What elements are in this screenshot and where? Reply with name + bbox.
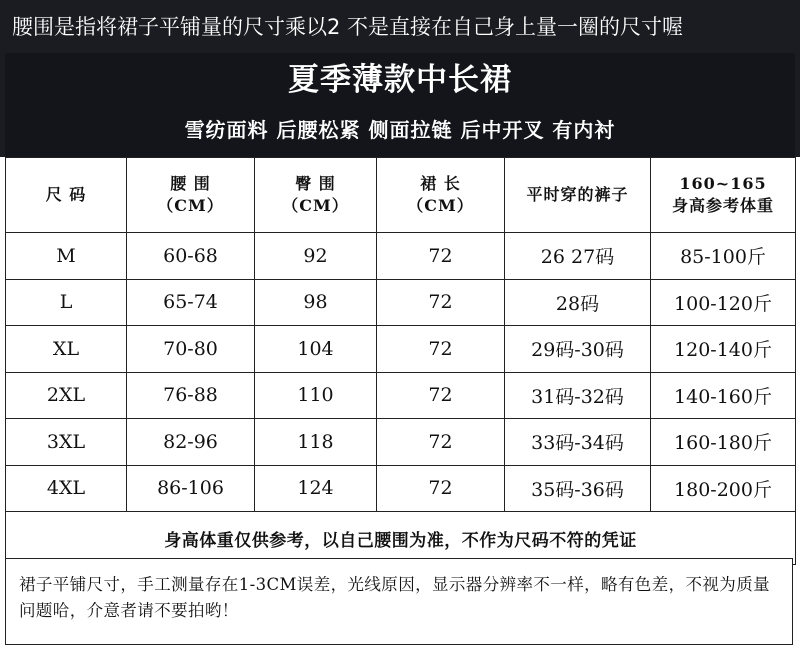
cell-waist: 82-96 — [127, 419, 255, 466]
reference-note: 身高体重仅供参考，以自己腰围为准，不作为尺码不符的凭证 — [6, 512, 796, 565]
header-skirt-length: 裙 长 （CM） — [377, 158, 505, 233]
cell-weight: 120-140斤 — [651, 326, 796, 373]
cell-hip: 92 — [255, 233, 377, 280]
cell-hip: 98 — [255, 279, 377, 326]
table-row — [6, 372, 796, 419]
waist-measurement-note: 腰围是指将裙子平铺量的尺寸乘以2 不是直接在自己身上量一圈的尺寸喔 — [12, 15, 684, 39]
header-size: 尺 码 — [6, 158, 127, 233]
cell-length: 72 — [377, 279, 505, 326]
table-row — [6, 233, 796, 280]
product-title: 夏季薄款中长裙 — [288, 62, 512, 98]
cell-pants: 35码-36码 — [505, 465, 651, 512]
cell-pants: 33码-34码 — [505, 419, 651, 466]
cell-size: 3XL — [6, 419, 127, 466]
cell-waist: 76-88 — [127, 372, 255, 419]
header-pants-size: 平时穿的裤子 — [505, 158, 651, 233]
table-row — [6, 419, 796, 466]
cell-weight: 100-120斤 — [651, 279, 796, 326]
table-row — [6, 279, 796, 326]
cell-size: M — [6, 233, 127, 280]
title-box — [5, 53, 795, 157]
reference-note-row — [6, 512, 796, 565]
cell-pants: 31码-32码 — [505, 372, 651, 419]
cell-pants: 29码-30码 — [505, 326, 651, 373]
cell-weight: 140-160斤 — [651, 372, 796, 419]
cell-hip: 118 — [255, 419, 377, 466]
cell-waist: 70-80 — [127, 326, 255, 373]
table-row — [6, 326, 796, 373]
cell-length: 72 — [377, 233, 505, 280]
header-weight-reference: 160~165 身高参考体重 — [651, 158, 796, 233]
cell-waist: 86-106 — [127, 465, 255, 512]
header-waist: 腰 围 （CM） — [127, 158, 255, 233]
cell-size: 4XL — [6, 465, 127, 512]
cell-pants: 26 27码 — [505, 233, 651, 280]
product-features: 雪纺面料 后腰松紧 侧面拉链 后中开叉 有内衬 — [184, 118, 616, 142]
cell-pants: 28码 — [505, 279, 651, 326]
cell-length: 72 — [377, 419, 505, 466]
cell-size: L — [6, 279, 127, 326]
cell-length: 72 — [377, 465, 505, 512]
cell-size: XL — [6, 326, 127, 373]
cell-weight: 160-180斤 — [651, 419, 796, 466]
cell-length: 72 — [377, 326, 505, 373]
cell-hip: 104 — [255, 326, 377, 373]
cell-hip: 110 — [255, 372, 377, 419]
disclaimer-box — [5, 558, 793, 645]
table-row — [6, 465, 796, 512]
disclaimer-text: 裙子平铺尺寸，手工测量存在1-3CM误差，光线原因，显示器分辨率不一样，略有色差，不视为质量问题哈，介意者请不要拍哟！ — [19, 575, 770, 620]
cell-hip: 124 — [255, 465, 377, 512]
header-banner — [0, 0, 800, 157]
cell-weight: 180-200斤 — [651, 465, 796, 512]
cell-waist: 65-74 — [127, 279, 255, 326]
header-hip: 臀 围 （CM） — [255, 158, 377, 233]
size-table — [5, 157, 796, 565]
cell-size: 2XL — [6, 372, 127, 419]
table-header-row — [6, 158, 796, 233]
cell-weight: 85-100斤 — [651, 233, 796, 280]
cell-length: 72 — [377, 372, 505, 419]
cell-waist: 60-68 — [127, 233, 255, 280]
